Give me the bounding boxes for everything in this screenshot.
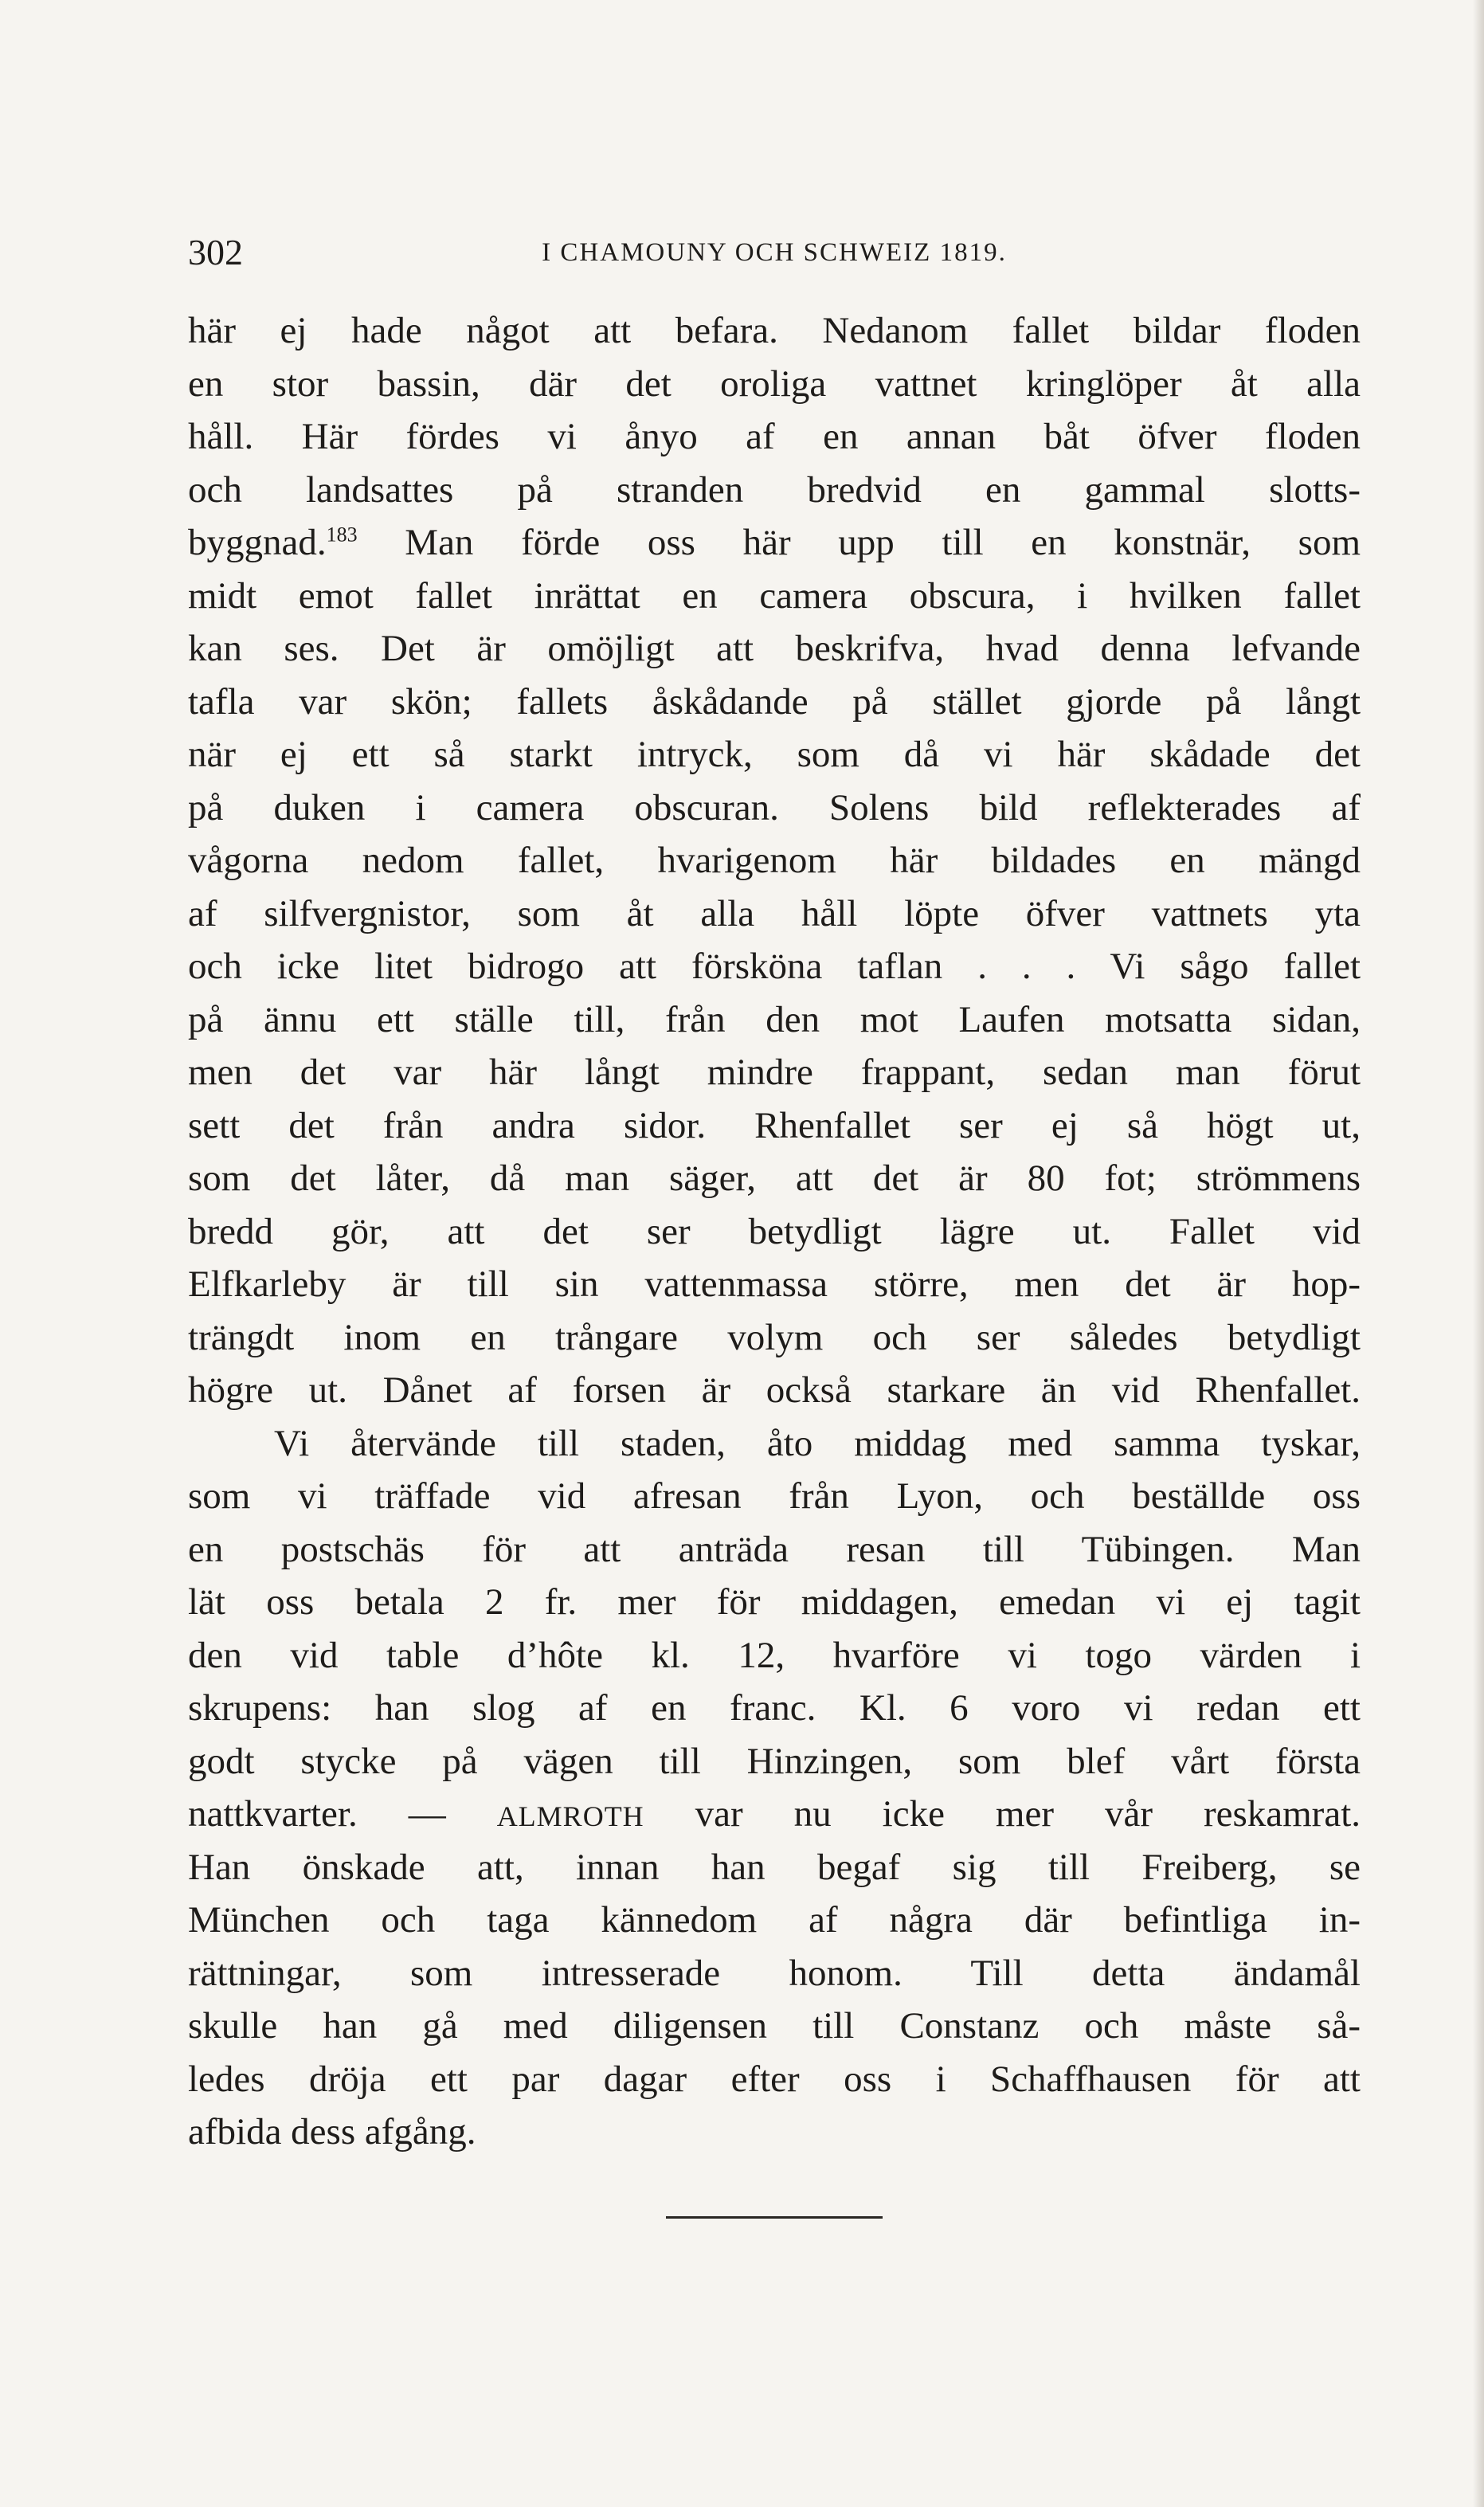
footnote-reference: 183 xyxy=(326,523,358,546)
text-line: ledes dröja ett par dagar efter oss i Schaffhausen för att xyxy=(188,2058,1361,2100)
text-line: här ej hade något att befara. Nedanom fallet bildar floden xyxy=(188,310,1361,351)
text-line: lät oss betala 2 fr. mer för middagen, emedan vi ej tagit xyxy=(188,1581,1361,1623)
text-fragment: nattkvarter. — xyxy=(188,1793,446,1835)
text-line: Elfkarleby är till sin vattenmassa större, men det är hop- xyxy=(188,1263,1361,1305)
text-line: och landsattes på stranden bredvid en gammal slotts- xyxy=(188,468,1361,511)
text-fragment: var nu icke mer vår reskamrat. xyxy=(695,1793,1361,1835)
page-number: 302 xyxy=(188,232,243,272)
text-line: trängdt inom en trångare volym och ser således betydligt xyxy=(188,1316,1361,1358)
text-line: afbida dess afgång. xyxy=(188,2111,476,2152)
running-title: I CHAMOUNY OCH SCHWEIZ 1819. xyxy=(542,238,1007,267)
text-line: godt stycke på vägen till Hinzingen, som blef vårt första xyxy=(188,1740,1361,1782)
text-line: som vi träffade vid afresan från Lyon, och beställde oss xyxy=(188,1475,1361,1517)
text-line: vågorna nedom fallet, hvarigenom här bildades en mängd xyxy=(188,840,1361,881)
text-line: midt emot fallet inrättat en camera obscura, i hvilken fallet xyxy=(188,574,1361,617)
person-name: ALMROTH xyxy=(496,1800,644,1832)
text-line: Han önskade att, innan han begaf sig till Freiberg, se xyxy=(188,1846,1361,1888)
text-line: rättningar, som intresserade honom. Till detta ändamål xyxy=(188,1952,1361,1994)
text-line: på ännu ett ställe till, från den mot Laufen motsatta sidan, xyxy=(188,998,1361,1040)
body-text xyxy=(188,304,1361,2159)
text-line: af silfvergnistor, som åt alla håll löpte öfver vattnets yta xyxy=(188,892,1361,934)
text-line xyxy=(188,516,1361,570)
text-line: skulle han gå med diligensen till Constanz och måste så- xyxy=(188,2005,1361,2047)
text-line: tafla var skön; fallets åskådande på stället gjorde på långt xyxy=(188,680,1361,723)
text-line: München och taga kännedom af några där befintliga in- xyxy=(188,1899,1361,1941)
text-line: och icke litet bidrogo att försköna taflan . . . Vi sågo fallet xyxy=(188,946,1361,987)
text-line: Vi återvände till staden, åto middag med samma tyskar, xyxy=(274,1422,1361,1464)
text-fragment: Man förde oss här upp till en konstnär, som xyxy=(405,522,1361,563)
text-line: håll. Här fördes vi ånyo af en annan båt öfver floden xyxy=(188,416,1361,457)
text-line: bredd gör, att det ser betydligt lägre ut. Fallet vid xyxy=(188,1210,1361,1252)
text-line: när ej ett så starkt intryck, som då vi här skådade det xyxy=(188,734,1361,775)
text-line: en postschäs för att anträda resan till Tübingen. Man xyxy=(188,1528,1361,1570)
running-head xyxy=(188,229,1361,276)
text-line: men det var här långt mindre frappant, sedan man förut xyxy=(188,1052,1361,1093)
text-line: en stor bassin, där det oroliga vattnet kringlöper åt alla xyxy=(188,362,1361,405)
text-line: som det låter, då man säger, att det är 80 fot; strömmens xyxy=(188,1158,1361,1199)
text-line: skrupens: han slog af en franc. Kl. 6 voro vi redan ett xyxy=(188,1687,1361,1729)
text-line: kan ses. Det är omöjligt att beskrifva, hvad denna lefvande xyxy=(188,628,1361,669)
text-line: den vid table d’hôte kl. 12, hvarföre vi togo värden i xyxy=(188,1634,1361,1676)
text-line xyxy=(188,1788,1361,1841)
text-line: högre ut. Dånet af forsen är också starkare än vid Rhenfallet. xyxy=(188,1369,1361,1411)
text-line: sett det från andra sidor. Rhenfallet ser ej så högt ut, xyxy=(188,1104,1361,1146)
text-line: på duken i camera obscuran. Solens bild reflekterades af xyxy=(188,786,1361,828)
section-rule xyxy=(666,2216,883,2219)
page-edge-shadow xyxy=(1473,0,1484,2507)
text-fragment: byggnad. xyxy=(188,522,327,563)
